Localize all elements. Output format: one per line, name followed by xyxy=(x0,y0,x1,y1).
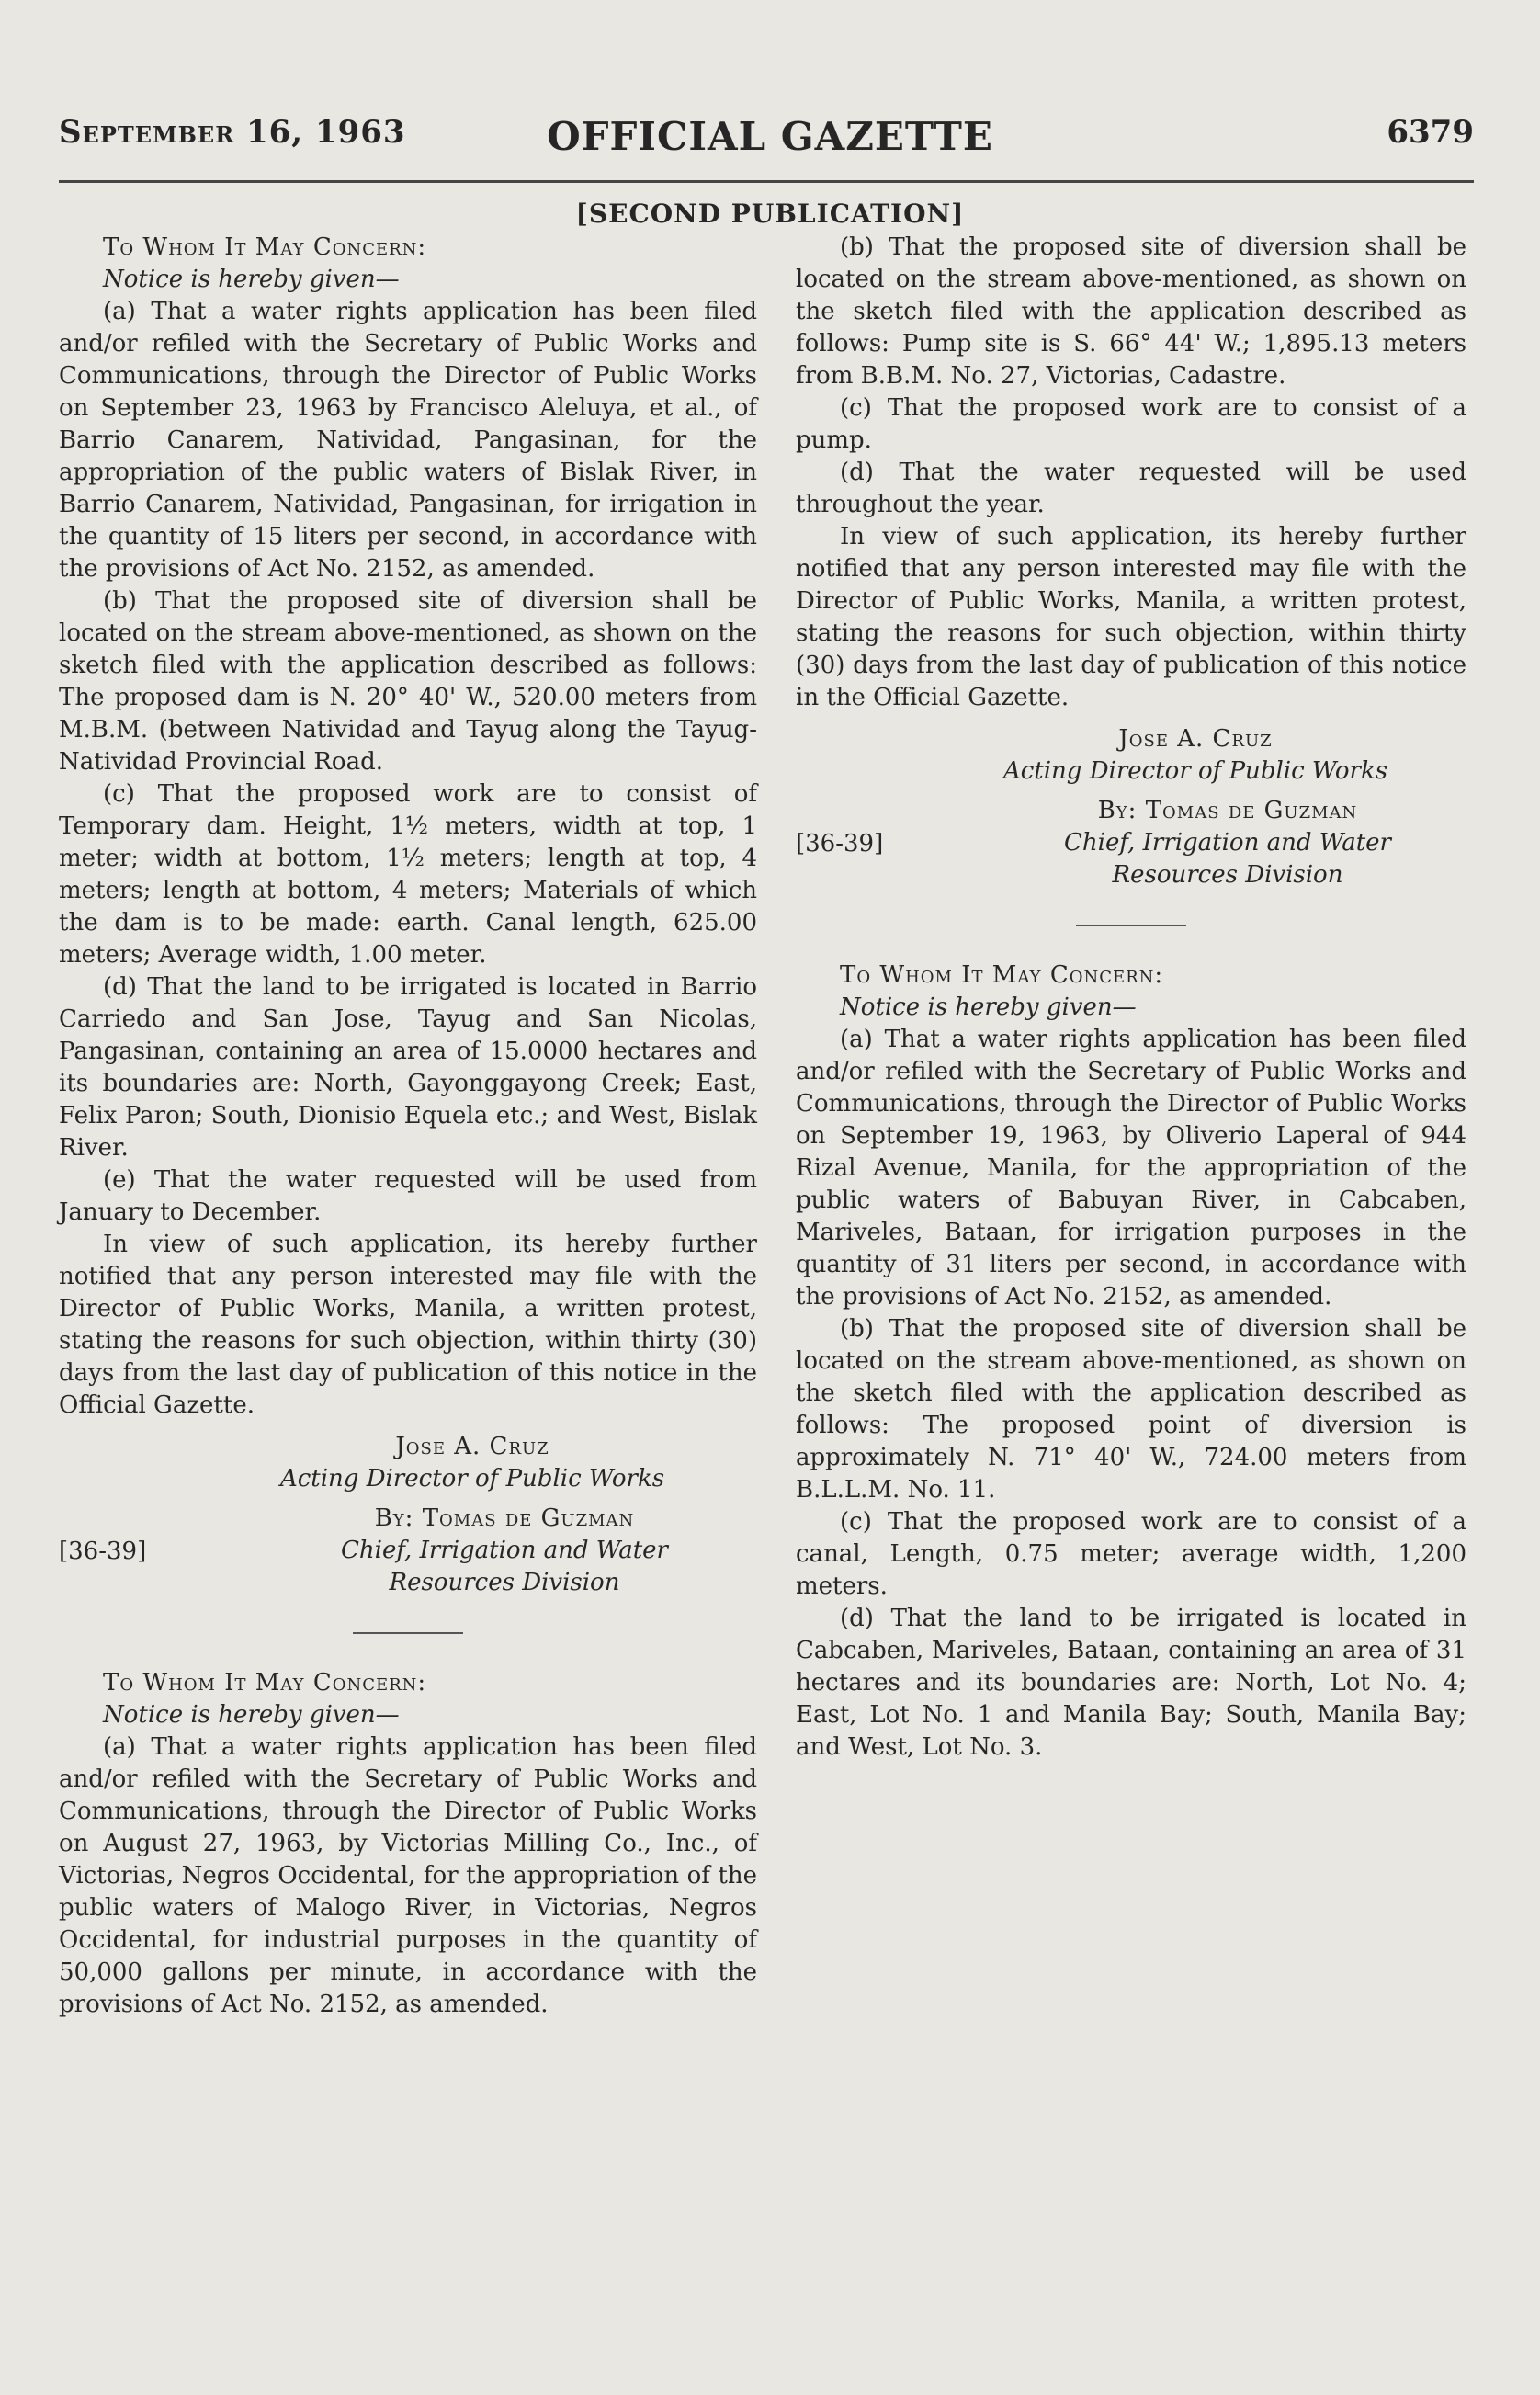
notice-3-para-a: (a) That a water rights application has been filed and/or refiled with the Secretary of Public Works and Communications, through the Director of Public Works on September 19, 1963, by Oliverio Laperal of 944 Rizal Avenue, Manila, for the appropriation of the public waters of Babuyan River, in Cabcaben, Mariveles, Bataan, for irrigation purposes in the quantity of 31 liters per second, in accordance with the provisions of Act No. 2152, as amended. xyxy=(796,1026,1466,1311)
notice-1-signer-title: Acting Director of Public Works xyxy=(279,1465,665,1493)
notice-2-by-title-1: Chief, Irrigation and Water xyxy=(1064,829,1391,857)
notice-1-by: By: Tomas de Guzman xyxy=(374,1504,635,1532)
notice-2-para-protest: In view of such application, its hereby further notified that any person interested may file with the Director of Public Works, Manila, a written protest, stating the reasons for such objection, within thirty (30) days from the last day of publication of this notice in the Official Gazette. xyxy=(796,523,1466,711)
notice-1-para-c: (c) That the proposed work are to consist of Temporary dam. Height, 1½ meters, width at top, 1 meter; width at bottom, 1½ meters; length at top, 4 meters; length at bottom, 4 meters; Materials of which the dam is to be made: earth. Canal length, 625.00 meters; Average width, 1.00 meter. xyxy=(59,780,757,969)
notice-3-para-b: (b) That the proposed site of diversion shall be located on the stream above-mentioned, as shown on the sketch filed with the application described as follows: The proposed point of diversion is approximately N. 71° 40' W., 724.00 meters from B.L.L.M. No. 11. xyxy=(796,1315,1466,1504)
notice-2-intro: Notice is hereby given— xyxy=(103,1701,400,1729)
publication-tag: [SECOND PUBLICATION] xyxy=(575,199,965,229)
notice-1-by-title-2: Resources Division xyxy=(389,1569,620,1596)
notice-2-signature xyxy=(796,723,1466,891)
notice-3-para-d: (d) That the land to be irrigated is located in Cabcaben, Mariveles, Bataan, containing an area of 31 hectares and its boundaries are: North, Lot No. 4; East, Lot No. 1 and Manila Bay; South, Manila Bay; and West, Lot No. 3. xyxy=(796,1605,1466,1761)
notice-2-signer-title: Acting Director of Public Works xyxy=(1002,757,1388,785)
notice-2-signer: Jose A. Cruz xyxy=(1118,725,1273,753)
notice-1-para-a: (a) That a water rights application has been filed and/or refiled with the Secretary of Public Works and Communications, through the Director of Public Works on September 23, 1963 by Francisco Aleluya, et al., of Barrio Canarem, Natividad, Pangasinan, for the appropriation of the public waters of Bislak River, in Barrio Canarem, Natividad, Pangasinan, for irrigation in the quantity of 15 liters per second, in accordance with the provisions of Act No. 2152, as amended. xyxy=(59,298,757,583)
notice-1-para-e: (e) That the water requested will be used from January to December. xyxy=(59,1166,757,1226)
notice-1-para-d: (d) That the land to be irrigated is located in Barrio Carriedo and San Jose, Tayug and San Nicolas, Pangasinan, containing an area of 15.0000 hectares and its boundaries are: North, Gayonggayong Creek; East, Felix Paron; South, Dionisio Equela etc.; and West, Bislak River. xyxy=(59,973,757,1162)
header-page-number: 6379 xyxy=(1387,114,1474,151)
notice-2-by: By: Tomas de Guzman xyxy=(1097,797,1358,824)
header-rule xyxy=(59,180,1474,183)
notice-1-code: [36-39] xyxy=(59,1538,147,1565)
notice-1-by-title-1: Chief, Irrigation and Water xyxy=(341,1537,668,1564)
notice-2-code: [36-39] xyxy=(796,830,884,857)
notice-3-para-c: (c) That the proposed work are to consist of a canal, Length, 0.75 meter; average width, 1,200 meters. xyxy=(796,1508,1466,1600)
notice-1-signer: Jose A. Cruz xyxy=(395,1433,549,1460)
notice-divider xyxy=(353,1632,463,1634)
notice-1-heading: To Whom It May Concern: xyxy=(103,233,427,261)
notice-3-heading: To Whom It May Concern: xyxy=(840,961,1164,989)
notice-2-para-a: (a) That a water rights application has been filed and/or refiled with the Secretary of Public Works and Communications, through the Director of Public Works on August 27, 1963, by Victorias Milling Co., Inc., of Victorias, Negros Occidental, for the appropriation of the public waters of Malogo River, in Victorias, Negros Occidental, for industrial purposes in the quantity of 50,000 gallons per minute, in accordance with the provisions of Act No. 2152, as amended. xyxy=(59,1733,757,2018)
header-title: OFFICIAL GAZETTE xyxy=(547,114,993,159)
notice-1-signature xyxy=(59,1431,757,1599)
header-date: September 16, 1963 xyxy=(59,114,406,151)
notice-3-intro: Notice is hereby given— xyxy=(840,993,1137,1021)
notice-1-para-b: (b) That the proposed site of diversion shall be located on the stream above-mentioned, as shown on the sketch filed with the application described as follows: The proposed dam is N. 20° 40' W., 520.00 meters from M.B.M. (between Natividad and Tayug along the Tayug-Natividad Provincial Road. xyxy=(59,587,757,776)
notice-2-heading: To Whom It May Concern: xyxy=(103,1669,427,1697)
notice-2-by-block xyxy=(796,795,1466,891)
notice-2-para-c: (c) That the proposed work are to consist of a pump. xyxy=(796,394,1466,454)
notice-divider xyxy=(1076,925,1186,926)
notice-2-para-d: (d) That the water requested will be used throughout the year. xyxy=(796,459,1466,518)
notice-2-by-title-2: Resources Division xyxy=(1112,861,1343,889)
left-column xyxy=(59,232,757,2021)
notice-1-by-block xyxy=(59,1503,757,1599)
right-column xyxy=(796,232,1466,1764)
notice-2-para-b: (b) That the proposed site of diversion shall be located on the stream above-mentioned, as shown on the sketch filed with the application described as follows: Pump site is S. 66° 44' W.; 1,895.13 meters from B.B.M. No. 27, Victorias, Cadastre. xyxy=(796,233,1466,390)
notice-1-intro: Notice is hereby given— xyxy=(103,266,400,293)
notice-1-para-protest: In view of such application, its hereby further notified that any person interested may file with the Director of Public Works, Manila, a written protest, stating the reasons for such objection, within thirty (30) days from the last day of publication of this notice in the Official Gazette. xyxy=(59,1231,757,1419)
